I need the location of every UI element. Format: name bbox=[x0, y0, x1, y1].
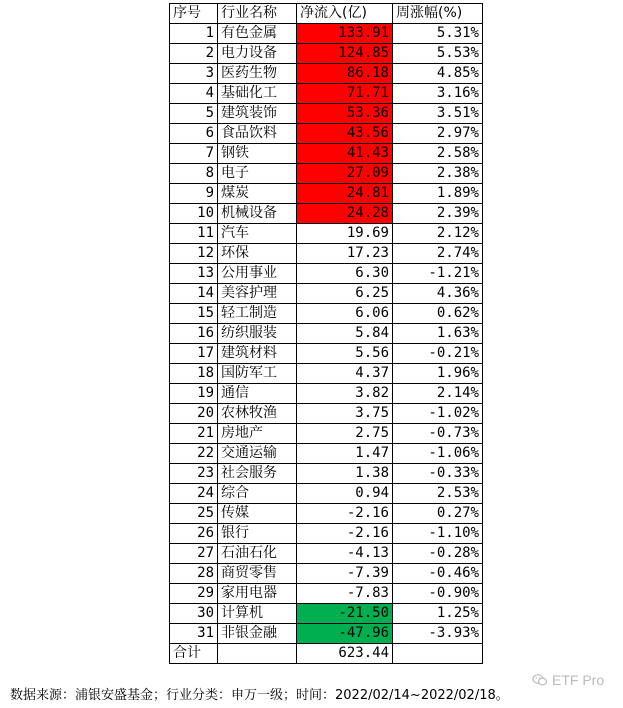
row-industry-name: 商贸零售 bbox=[218, 564, 297, 584]
row-weekly-change: 2.53% bbox=[393, 484, 483, 504]
row-weekly-change: -1.06% bbox=[393, 444, 483, 464]
row-index: 19 bbox=[170, 384, 218, 404]
row-net-inflow: 4.37 bbox=[297, 364, 393, 384]
table-row bbox=[170, 124, 483, 144]
row-industry-name: 基础化工 bbox=[218, 84, 297, 104]
row-net-inflow: 27.09 bbox=[297, 164, 393, 184]
row-industry-name: 计算机 bbox=[218, 604, 297, 624]
total-flow: 623.44 bbox=[297, 644, 393, 664]
row-index: 15 bbox=[170, 304, 218, 324]
row-weekly-change: -0.90% bbox=[393, 584, 483, 604]
row-weekly-change: 0.62% bbox=[393, 304, 483, 324]
row-weekly-change: -0.46% bbox=[393, 564, 483, 584]
table-row bbox=[170, 244, 483, 264]
row-net-inflow: -21.50 bbox=[297, 604, 393, 624]
row-index: 25 bbox=[170, 504, 218, 524]
table-row bbox=[170, 324, 483, 344]
table-header-row bbox=[170, 4, 483, 24]
table-row bbox=[170, 424, 483, 444]
row-index: 7 bbox=[170, 144, 218, 164]
row-index: 16 bbox=[170, 324, 218, 344]
row-weekly-change: -1.10% bbox=[393, 524, 483, 544]
watermark-text: ETF Pro bbox=[552, 672, 605, 688]
table-row bbox=[170, 524, 483, 544]
row-industry-name: 建筑材料 bbox=[218, 344, 297, 364]
row-index: 17 bbox=[170, 344, 218, 364]
row-net-inflow: 5.84 bbox=[297, 324, 393, 344]
row-index: 28 bbox=[170, 564, 218, 584]
row-weekly-change: 1.63% bbox=[393, 324, 483, 344]
fund-flow-table bbox=[169, 3, 483, 664]
row-index: 9 bbox=[170, 184, 218, 204]
total-empty bbox=[218, 644, 297, 664]
row-net-inflow: 0.94 bbox=[297, 484, 393, 504]
row-net-inflow: -2.16 bbox=[297, 524, 393, 544]
row-net-inflow: 71.71 bbox=[297, 84, 393, 104]
table-row bbox=[170, 24, 483, 44]
row-net-inflow: 19.69 bbox=[297, 224, 393, 244]
row-weekly-change: 2.38% bbox=[393, 164, 483, 184]
row-industry-name: 综合 bbox=[218, 484, 297, 504]
row-industry-name: 通信 bbox=[218, 384, 297, 404]
row-industry-name: 银行 bbox=[218, 524, 297, 544]
row-net-inflow: 43.56 bbox=[297, 124, 393, 144]
row-industry-name: 钢铁 bbox=[218, 144, 297, 164]
row-index: 29 bbox=[170, 584, 218, 604]
row-industry-name: 汽车 bbox=[218, 224, 297, 244]
row-index: 14 bbox=[170, 284, 218, 304]
table-row bbox=[170, 204, 483, 224]
row-industry-name: 房地产 bbox=[218, 424, 297, 444]
row-index: 5 bbox=[170, 104, 218, 124]
row-weekly-change: 2.39% bbox=[393, 204, 483, 224]
row-weekly-change: 1.96% bbox=[393, 364, 483, 384]
row-industry-name: 国防军工 bbox=[218, 364, 297, 384]
row-industry-name: 公用事业 bbox=[218, 264, 297, 284]
row-index: 21 bbox=[170, 424, 218, 444]
row-industry-name: 传媒 bbox=[218, 504, 297, 524]
table-row bbox=[170, 144, 483, 164]
watermark bbox=[532, 672, 604, 688]
table-row bbox=[170, 464, 483, 484]
row-weekly-change: 3.51% bbox=[393, 104, 483, 124]
total-row bbox=[170, 644, 483, 664]
total-label: 合计 bbox=[170, 644, 218, 664]
row-weekly-change: -0.28% bbox=[393, 544, 483, 564]
header-idx: 序号 bbox=[170, 4, 218, 24]
row-index: 4 bbox=[170, 84, 218, 104]
row-index: 22 bbox=[170, 444, 218, 464]
table-row bbox=[170, 444, 483, 464]
row-weekly-change: -0.21% bbox=[393, 344, 483, 364]
row-net-inflow: 1.38 bbox=[297, 464, 393, 484]
header-chg: 周涨幅(%) bbox=[393, 4, 483, 24]
row-net-inflow: 3.75 bbox=[297, 404, 393, 424]
table-row bbox=[170, 624, 483, 644]
row-net-inflow: -47.96 bbox=[297, 624, 393, 644]
row-index: 18 bbox=[170, 364, 218, 384]
table-row bbox=[170, 64, 483, 84]
row-weekly-change: 1.25% bbox=[393, 604, 483, 624]
row-weekly-change: 4.36% bbox=[393, 284, 483, 304]
row-weekly-change: 0.27% bbox=[393, 504, 483, 524]
row-weekly-change: 5.31% bbox=[393, 24, 483, 44]
table-row bbox=[170, 104, 483, 124]
table-row bbox=[170, 584, 483, 604]
row-net-inflow: 3.82 bbox=[297, 384, 393, 404]
table-row bbox=[170, 44, 483, 64]
row-net-inflow: -4.13 bbox=[297, 544, 393, 564]
row-industry-name: 家用电器 bbox=[218, 584, 297, 604]
row-industry-name: 纺织服装 bbox=[218, 324, 297, 344]
row-weekly-change: 2.58% bbox=[393, 144, 483, 164]
row-industry-name: 美容护理 bbox=[218, 284, 297, 304]
row-weekly-change: 5.53% bbox=[393, 44, 483, 64]
row-weekly-change: 1.89% bbox=[393, 184, 483, 204]
row-industry-name: 轻工制造 bbox=[218, 304, 297, 324]
row-weekly-change: 2.97% bbox=[393, 124, 483, 144]
row-index: 26 bbox=[170, 524, 218, 544]
row-industry-name: 非银金融 bbox=[218, 624, 297, 644]
row-weekly-change: 3.16% bbox=[393, 84, 483, 104]
row-index: 6 bbox=[170, 124, 218, 144]
row-net-inflow: 5.56 bbox=[297, 344, 393, 364]
table-row bbox=[170, 384, 483, 404]
row-industry-name: 农林牧渔 bbox=[218, 404, 297, 424]
row-weekly-change: 2.74% bbox=[393, 244, 483, 264]
row-net-inflow: 6.25 bbox=[297, 284, 393, 304]
row-net-inflow: 2.75 bbox=[297, 424, 393, 444]
row-net-inflow: 124.85 bbox=[297, 44, 393, 64]
table-row bbox=[170, 404, 483, 424]
row-index: 31 bbox=[170, 624, 218, 644]
row-index: 13 bbox=[170, 264, 218, 284]
row-index: 2 bbox=[170, 44, 218, 64]
row-index: 20 bbox=[170, 404, 218, 424]
total-empty-chg bbox=[393, 644, 483, 664]
row-weekly-change: -3.93% bbox=[393, 624, 483, 644]
header-flow: 净流入(亿) bbox=[297, 4, 393, 24]
row-weekly-change: 4.85% bbox=[393, 64, 483, 84]
row-net-inflow: 24.81 bbox=[297, 184, 393, 204]
row-net-inflow: 86.18 bbox=[297, 64, 393, 84]
row-index: 10 bbox=[170, 204, 218, 224]
row-index: 1 bbox=[170, 24, 218, 44]
table-row bbox=[170, 224, 483, 244]
row-index: 30 bbox=[170, 604, 218, 624]
row-weekly-change: -0.33% bbox=[393, 464, 483, 484]
table-row bbox=[170, 264, 483, 284]
source-note: 数据来源：浦银安盛基金；行业分类：申万一级；时间：2022/02/14~2022/02/18。 bbox=[10, 688, 509, 703]
row-index: 8 bbox=[170, 164, 218, 184]
row-net-inflow: 133.91 bbox=[297, 24, 393, 44]
row-industry-name: 食品饮料 bbox=[218, 124, 297, 144]
row-net-inflow: -7.39 bbox=[297, 564, 393, 584]
row-net-inflow: 41.43 bbox=[297, 144, 393, 164]
table-row bbox=[170, 304, 483, 324]
row-net-inflow: 6.30 bbox=[297, 264, 393, 284]
table-row bbox=[170, 364, 483, 384]
table-row bbox=[170, 344, 483, 364]
table-row bbox=[170, 84, 483, 104]
row-industry-name: 煤炭 bbox=[218, 184, 297, 204]
table-row bbox=[170, 564, 483, 584]
row-weekly-change: -0.73% bbox=[393, 424, 483, 444]
row-industry-name: 医药生物 bbox=[218, 64, 297, 84]
table-row bbox=[170, 284, 483, 304]
table-row bbox=[170, 544, 483, 564]
row-industry-name: 石油石化 bbox=[218, 544, 297, 564]
row-net-inflow: -2.16 bbox=[297, 504, 393, 524]
row-index: 11 bbox=[170, 224, 218, 244]
row-net-inflow: 24.28 bbox=[297, 204, 393, 224]
row-industry-name: 环保 bbox=[218, 244, 297, 264]
row-index: 12 bbox=[170, 244, 218, 264]
row-industry-name: 电子 bbox=[218, 164, 297, 184]
row-index: 24 bbox=[170, 484, 218, 504]
row-industry-name: 有色金属 bbox=[218, 24, 297, 44]
header-name: 行业名称 bbox=[218, 4, 297, 24]
row-net-inflow: 53.36 bbox=[297, 104, 393, 124]
table-row bbox=[170, 184, 483, 204]
table-row bbox=[170, 164, 483, 184]
table-row bbox=[170, 484, 483, 504]
row-net-inflow: -7.83 bbox=[297, 584, 393, 604]
table-row bbox=[170, 604, 483, 624]
row-weekly-change: 2.12% bbox=[393, 224, 483, 244]
row-index: 3 bbox=[170, 64, 218, 84]
row-index: 23 bbox=[170, 464, 218, 484]
row-weekly-change: 2.14% bbox=[393, 384, 483, 404]
row-weekly-change: -1.02% bbox=[393, 404, 483, 424]
row-industry-name: 电力设备 bbox=[218, 44, 297, 64]
row-weekly-change: -1.21% bbox=[393, 264, 483, 284]
row-industry-name: 社会服务 bbox=[218, 464, 297, 484]
table-row bbox=[170, 504, 483, 524]
row-net-inflow: 17.23 bbox=[297, 244, 393, 264]
wechat-icon bbox=[532, 672, 548, 688]
row-industry-name: 交通运输 bbox=[218, 444, 297, 464]
row-industry-name: 机械设备 bbox=[218, 204, 297, 224]
row-net-inflow: 1.47 bbox=[297, 444, 393, 464]
row-net-inflow: 6.06 bbox=[297, 304, 393, 324]
row-index: 27 bbox=[170, 544, 218, 564]
row-industry-name: 建筑装饰 bbox=[218, 104, 297, 124]
